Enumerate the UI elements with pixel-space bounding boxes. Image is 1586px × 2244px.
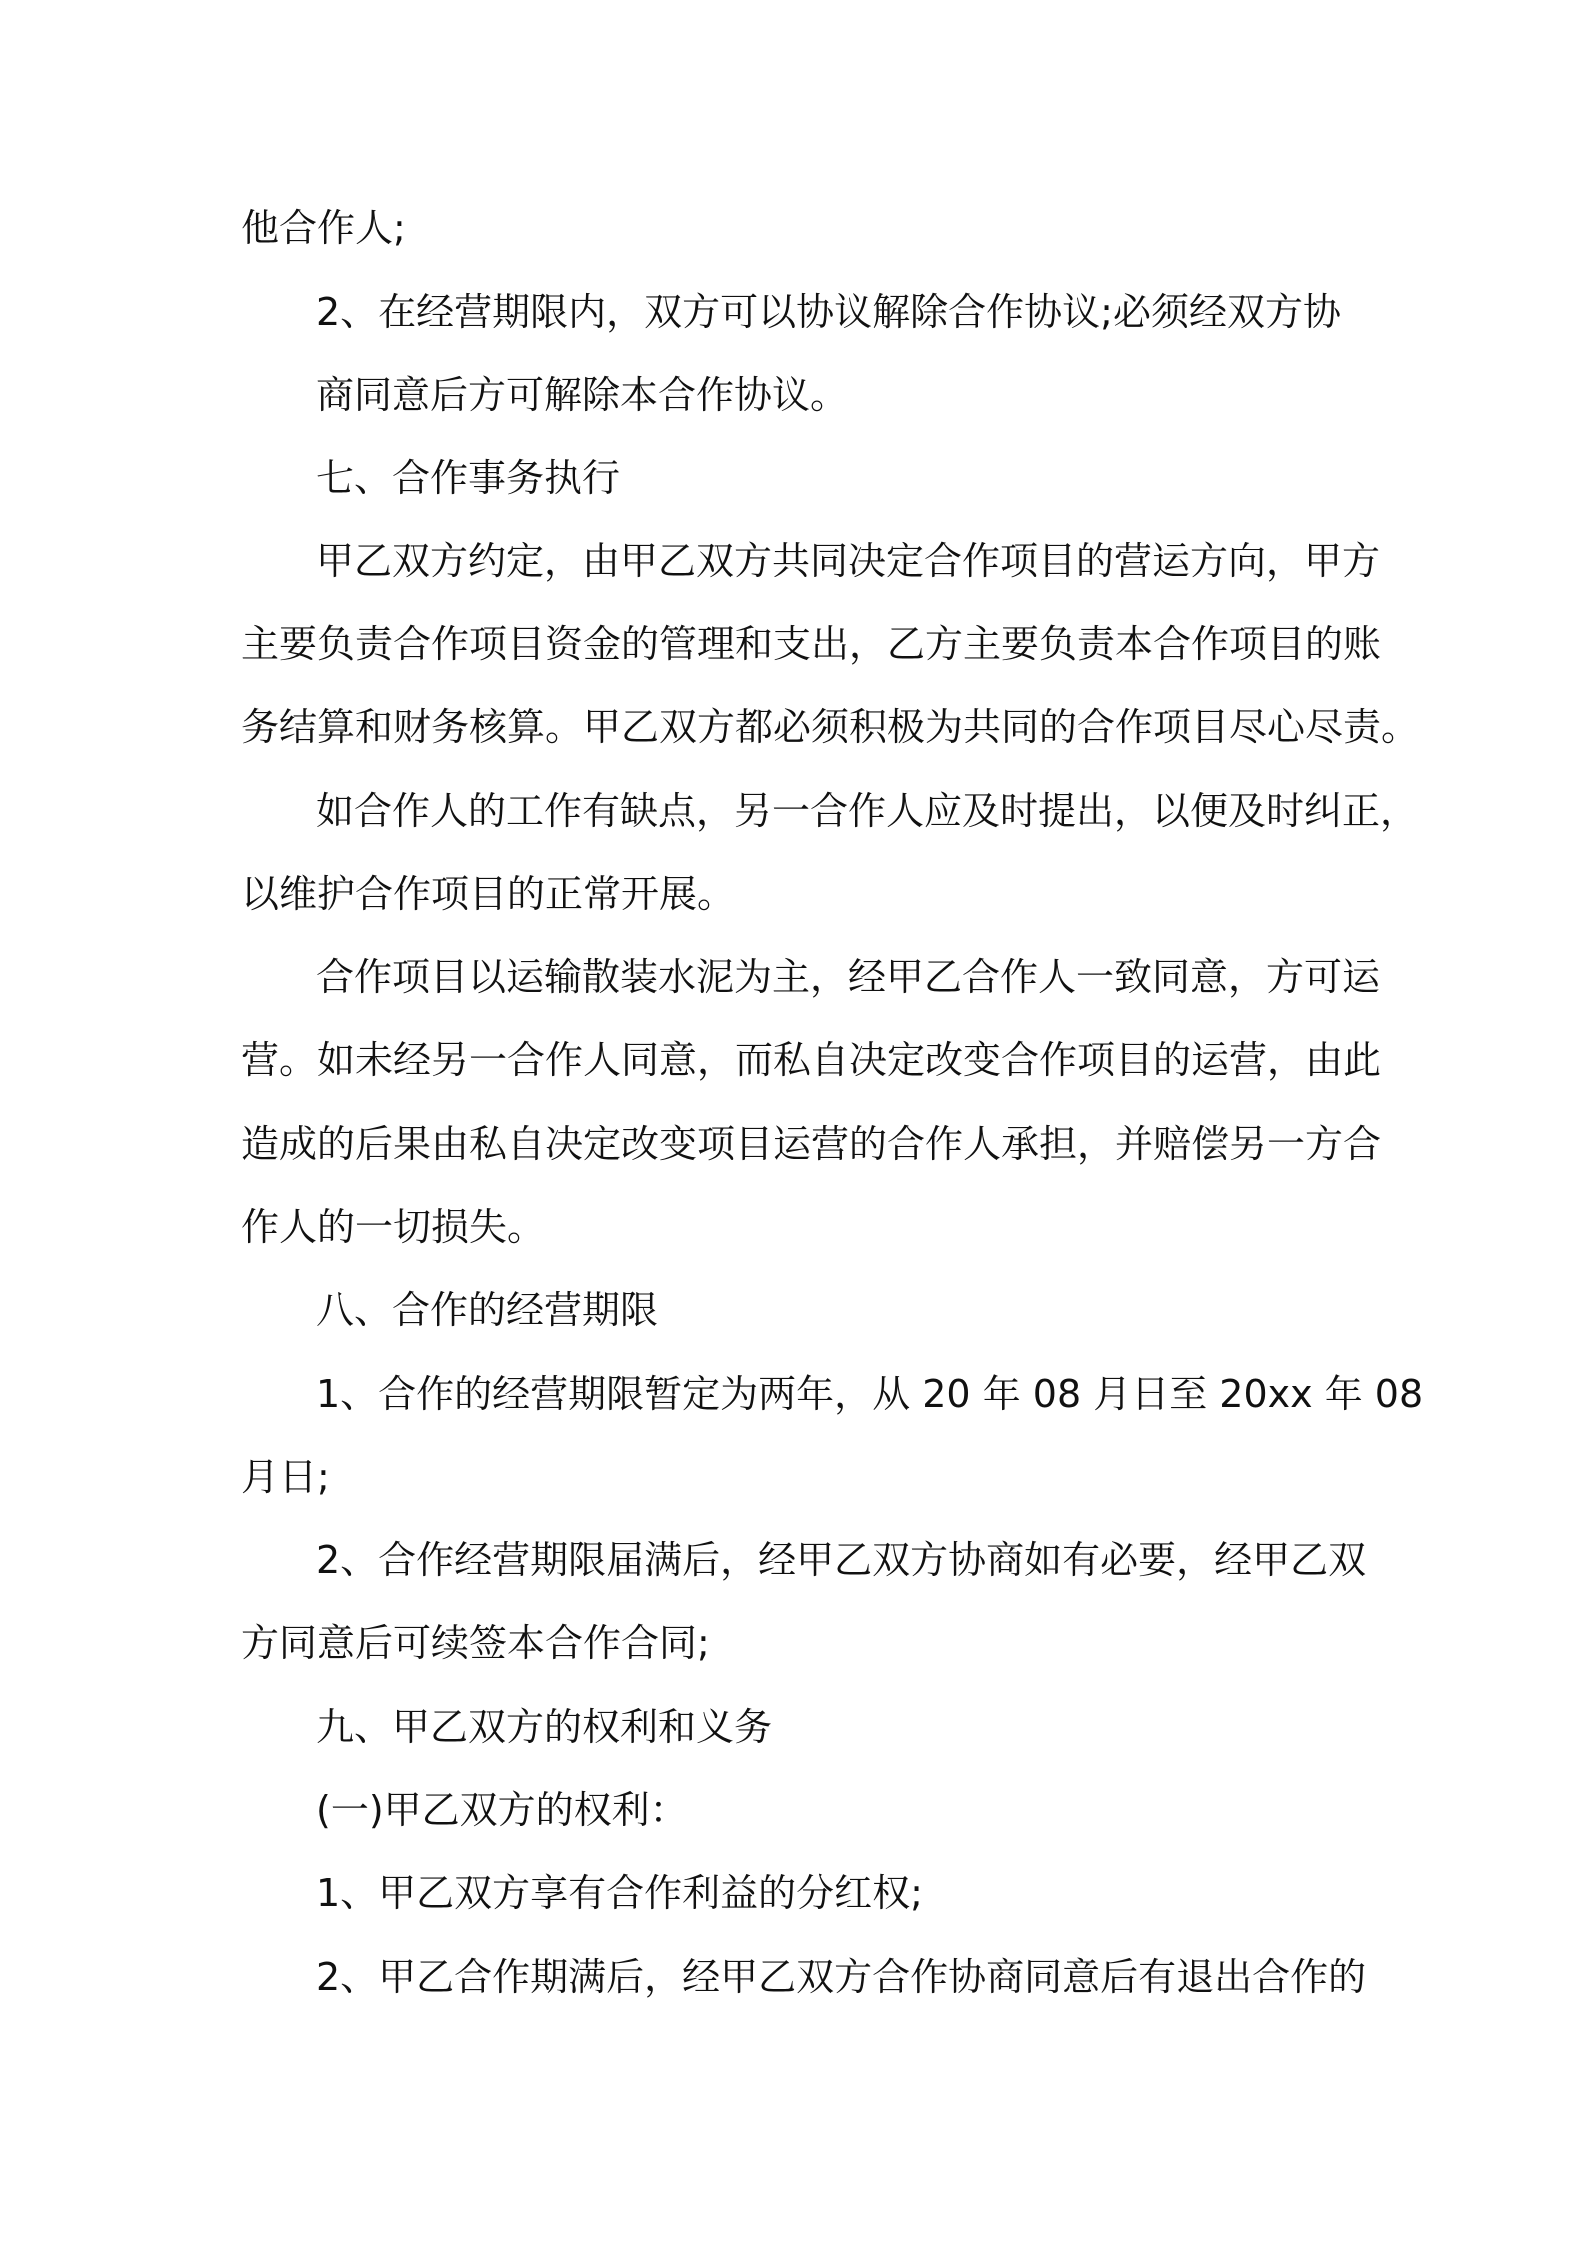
- text-line: 方同意后可续签本合作合同;: [241, 1621, 710, 1665]
- text-line: 1、合作的经营期限暂定为两年，从 20 年 08 月日至 20xx 年 08: [316, 1372, 1424, 1416]
- text-line: 商同意后方可解除本合作协议。: [316, 373, 849, 417]
- text-line: 甲乙双方约定，由甲乙双方共同决定合作项目的营运方向，甲方: [316, 539, 1381, 583]
- text-line: 作人的一切损失。: [241, 1205, 546, 1249]
- text-line: 他合作人;: [241, 206, 406, 250]
- text-line: 2、甲乙合作期满后，经甲乙双方合作协商同意后有退出合作的: [316, 1955, 1367, 1999]
- text-line: 2、合作经营期限届满后，经甲乙双方协商如有必要，经甲乙双: [316, 1538, 1367, 1582]
- text-line: 主要负责合作项目资金的管理和支出，乙方主要负责本合作项目的账: [241, 622, 1382, 666]
- text-line: 1、甲乙双方享有合作利益的分红权;: [316, 1871, 923, 1915]
- text-line: 造成的后果由私自决定改变项目运营的合作人承担，并赔偿另一方合: [241, 1122, 1382, 1166]
- text-line: 以维护合作项目的正常开展。: [241, 872, 736, 916]
- section-heading: 七、合作事务执行: [316, 456, 621, 500]
- text-line: 营。如未经另一合作人同意，而私自决定改变合作项目的运营，由此: [241, 1038, 1382, 1082]
- section-heading: 八、合作的经营期限: [316, 1288, 659, 1332]
- subsection-heading: (一)甲乙双方的权利：: [316, 1788, 688, 1832]
- section-heading: 九、甲乙双方的权利和义务: [316, 1705, 773, 1749]
- text-line: 务结算和财务核算。甲乙双方都必须积极为共同的合作项目尽心尽责。: [241, 705, 1420, 749]
- text-line: 2、在经营期限内，双方可以协议解除合作协议;必须经双方协: [316, 290, 1341, 334]
- text-line: 月日;: [241, 1455, 330, 1499]
- text-line: 合作项目以运输散装水泥为主，经甲乙合作人一致同意，方可运: [316, 955, 1381, 999]
- text-line: 如合作人的工作有缺点，另一合作人应及时提出，以便及时纠正，: [316, 789, 1419, 833]
